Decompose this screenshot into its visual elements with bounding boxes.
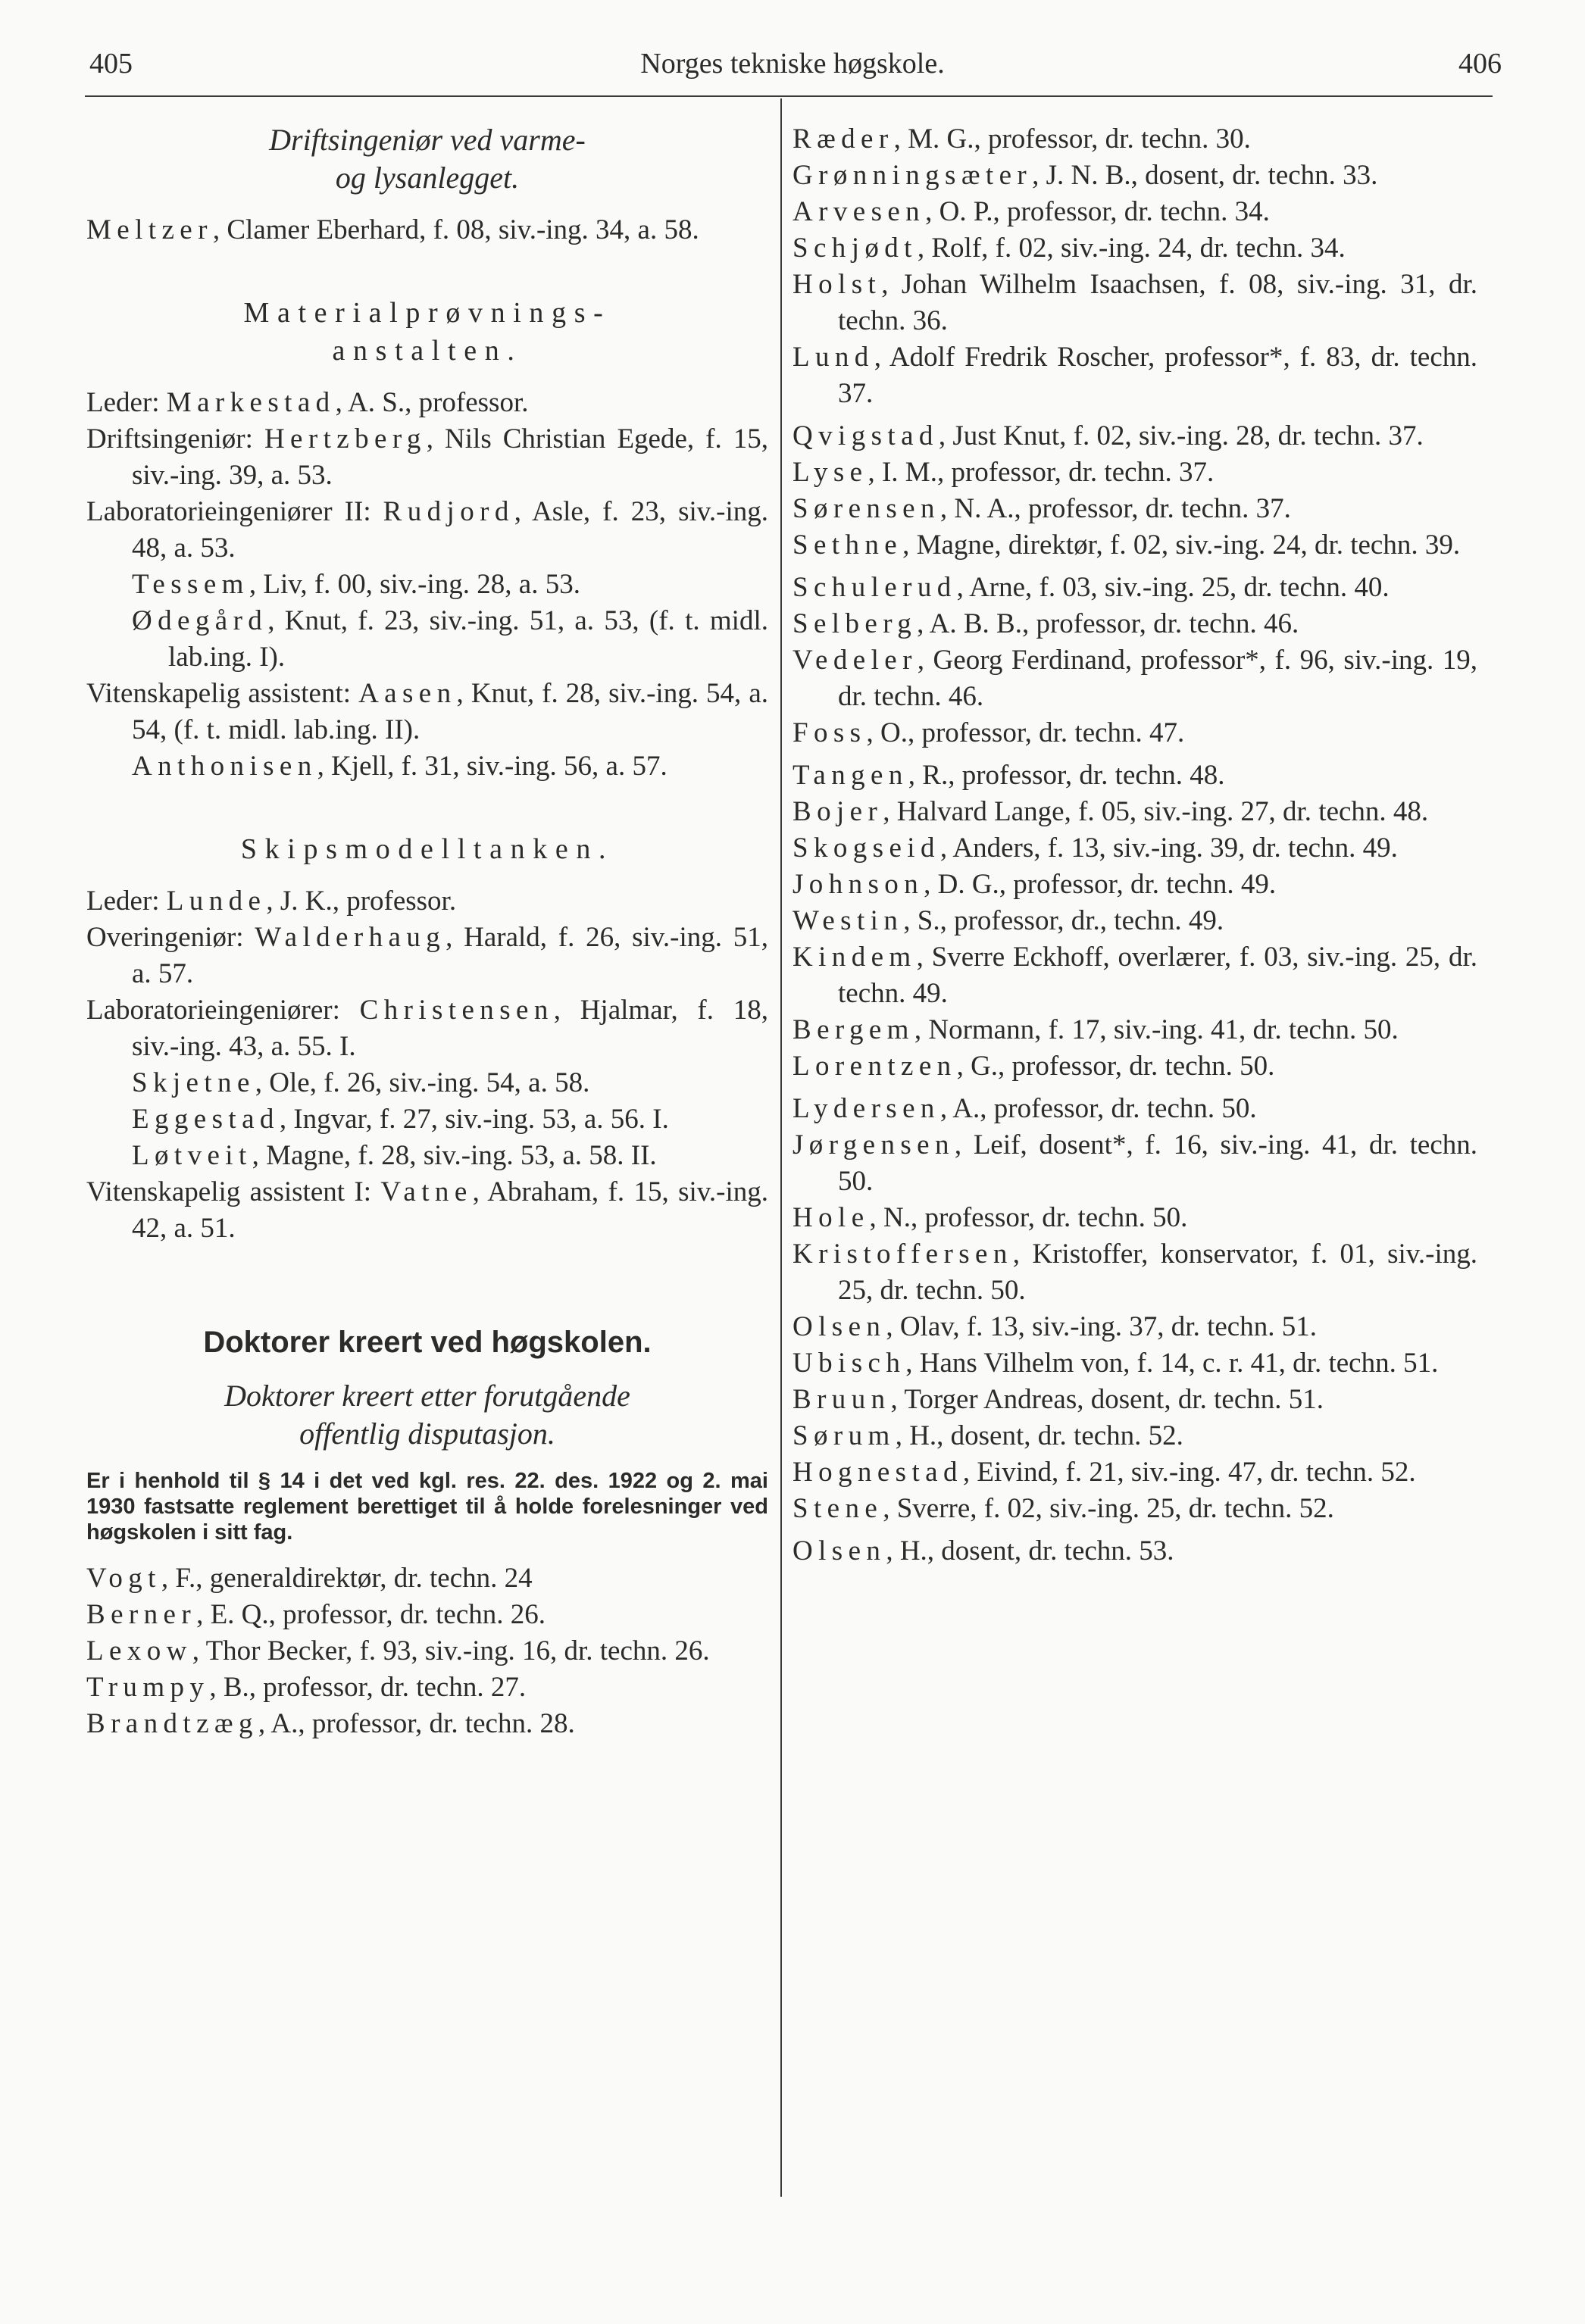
entry-gronningsaeter: Grønningsæter, J. N. B., dosent, dr. techn. 33. (792, 160, 1378, 191)
entry-foss: Foss, O., professor, dr. techn. 47. (792, 717, 1185, 748)
entry-sorum: Sørum, H., dosent, dr. techn. 52. (792, 1420, 1183, 1451)
entry-stene: Stene, Sverre, f. 02, siv.-ing. 25, dr. techn. 52. (792, 1493, 1334, 1524)
entry-brandtzaeg: Brandtzæg, A., professor, dr. techn. 28. (86, 1708, 575, 1739)
section-heading-doktorer: Doktorer kreert ved høgskolen. (203, 1326, 652, 1359)
entry-anthonisen: Anthonisen, Kjell, f. 31, siv.-ing. 56, a. 57. (132, 751, 667, 782)
section-heading-drift: Driftsingeniør ved varme- og lysanlegget. (269, 123, 586, 195)
entry-skjetne: Skjetne, Ole, f. 26, siv.-ing. 54, a. 58. (132, 1067, 590, 1098)
entry-ubisch: Ubisch, Hans Vilhelm von, f. 14, c. r. 41, dr. techn. 51. (792, 1348, 1439, 1379)
entry-arvesen: Arvesen, O. P., professor, dr. techn. 34. (792, 196, 1270, 227)
entry-rudjord: Laboratorieingeniører II: Rudjord, Asle, f. 23, siv.-ing. 48, a. 53. (86, 496, 768, 564)
entry-eggestad: Eggestad, Ingvar, f. 27, siv.-ing. 53, a. 56. I. (132, 1104, 669, 1135)
entry-lyse: Lyse, I. M., professor, dr. techn. 37. (792, 457, 1215, 488)
entry-lydersen: Lydersen, A., professor, dr. techn. 50. (792, 1093, 1257, 1124)
entry-aasen: Vitenskapelig assistent: Aasen, Knut, f. 28, siv.-ing. 54, a. 54, (f. t. midl. lab.ing. II). (86, 678, 768, 745)
section-heading-skipsmodelltanken: Skipsmodelltanken. (240, 833, 614, 865)
entry-holst: Holst, Johan Wilhelm Isaachsen, f. 08, siv.-ing. 31, dr. techn. 36. (792, 269, 1477, 336)
entry-raeder: Ræder, M. G., professor, dr. techn. 30. (792, 123, 1251, 155)
entry-selberg: Selberg, A. B. B., professor, dr. techn. 46. (792, 608, 1299, 639)
entry-bergem: Bergem, Normann, f. 17, siv.-ing. 41, dr. techn. 50. (792, 1014, 1399, 1045)
entry-johnson: Johnson, D. G., professor, dr. techn. 49. (792, 869, 1277, 900)
entry-kindem: Kindem, Sverre Eckhoff, overlærer, f. 03, siv.-ing. 25, dr. techn. 49. (792, 942, 1477, 1009)
page-number-right: 406 (1458, 48, 1502, 80)
entry-walderhaug: Overingeniør: Walderhaug, Harald, f. 26, siv.-ing. 51, a. 57. (86, 922, 768, 989)
entry-qvigstad: Qvigstad, Just Knut, f. 02, siv.-ing. 28, dr. techn. 37. (792, 420, 1424, 451)
right-column (792, 121, 1477, 1570)
entry-olsen-h: Olsen, H., dosent, dr. techn. 53. (792, 1535, 1174, 1567)
entry-sethne: Sethne, Magne, direktør, f. 02, siv.-ing. 24, dr. techn. 39. (792, 529, 1461, 561)
left-column (86, 121, 768, 1742)
entry-markestad: Leder: Markestad, A. S., professor. (86, 387, 529, 418)
entry-sorensen: Sørensen, N. A., professor, dr. techn. 37. (792, 493, 1291, 524)
entry-trumpy: Trumpy, B., professor, dr. techn. 27. (86, 1672, 527, 1703)
entry-lorentzen: Lorentzen, G., professor, dr. techn. 50. (792, 1051, 1275, 1082)
entry-schjodt: Schjødt, Rolf, f. 02, siv.-ing. 24, dr. techn. 34. (792, 233, 1346, 264)
entry-berner: Berner, E. Q., professor, dr. techn. 26. (86, 1599, 546, 1630)
entry-lund: Lund, Adolf Fredrik Roscher, professor*, f. 83, dr. techn. 37. (792, 342, 1477, 409)
entry-vedeler: Vedeler, Georg Ferdinand, professor*, f. 96, siv.-ing. 19, dr. techn. 46. (792, 645, 1477, 712)
entry-hognestad: Hognestad, Eivind, f. 21, siv.-ing. 47, dr. techn. 52. (792, 1457, 1416, 1488)
entry-vogt: Vogt, F., generaldirektør, dr. techn. 24 (86, 1563, 533, 1594)
entry-lexow: Lexow, Thor Becker, f. 93, siv.-ing. 16, dr. techn. 26. (86, 1635, 710, 1666)
entry-bruun: Bruun, Torger Andreas, dosent, dr. techn. 51. (792, 1384, 1324, 1415)
entry-odegard: Ødegård, Knut, f. 23, siv.-ing. 51, a. 53, (f. t. midl. lab.ing. I). (132, 605, 768, 673)
subheading-doktorer: Doktorer kreert etter forutgående offentlig disputasjon. (224, 1379, 630, 1451)
entry-kristoffersen: Kristoffersen, Kristoffer, konservator, f. 01, siv.-ing. 25, dr. techn. 50. (792, 1239, 1477, 1306)
entry-meltzer: Meltzer, Clamer Eberhard, f. 08, siv.-ing. 34, a. 58. (86, 214, 699, 245)
section-heading-materialprovning: Materialprøvnings- anstalten. (243, 297, 611, 367)
entry-tangen: Tangen, R., professor, dr. techn. 48. (792, 760, 1225, 791)
entry-lunde: Leder: Lunde, J. K., professor. (86, 886, 457, 917)
entry-schulerud: Schulerud, Arne, f. 03, siv.-ing. 25, dr. techn. 40. (792, 572, 1390, 603)
entry-skogseid: Skogseid, Anders, f. 13, siv.-ing. 39, dr. techn. 49. (792, 832, 1398, 864)
page-number-left: 405 (89, 48, 133, 80)
entry-jorgensen: Jørgensen, Leif, dosent*, f. 16, siv.-ing. 41, dr. techn. 50. (792, 1129, 1477, 1197)
entry-westin: Westin, S., professor, dr., techn. 49. (792, 905, 1224, 936)
entry-hole: Hole, N., professor, dr. techn. 50. (792, 1202, 1188, 1233)
header-rule (85, 95, 1493, 97)
entry-olsen-olav: Olsen, Olav, f. 13, siv.-ing. 37, dr. techn. 51. (792, 1311, 1317, 1342)
entry-bojer: Bojer, Halvard Lange, f. 05, siv.-ing. 27, dr. techn. 48. (792, 796, 1429, 827)
column-divider (780, 98, 782, 2197)
entry-lotveit: Løtveit, Magne, f. 28, siv.-ing. 53, a. 58. II. (132, 1140, 657, 1171)
entry-vatne: Vitenskapelig assistent I: Vatne, Abraham, f. 15, siv.-ing. 42, a. 51. (86, 1176, 768, 1244)
entry-hertzberg: Driftsingeniør: Hertzberg, Nils Christian Egede, f. 15, siv.-ing. 39, a. 53. (86, 423, 769, 491)
entry-tessem: Tessem, Liv, f. 00, siv.-ing. 28, a. 53. (132, 569, 580, 600)
running-title: Norges tekniske høgskole. (640, 48, 945, 80)
entry-christensen: Laboratorieingeniører: Christensen, Hjalmar, f. 18, siv.-ing. 43, a. 55. I. (86, 995, 768, 1062)
doktorer-note: Er i henhold til § 14 i det ved kgl. res. 22. des. 1922 og 2. mai 1930 fastsatte reglement berettiget til å holde forelesninger ved høgskolen i sitt fag. (86, 1469, 768, 1545)
